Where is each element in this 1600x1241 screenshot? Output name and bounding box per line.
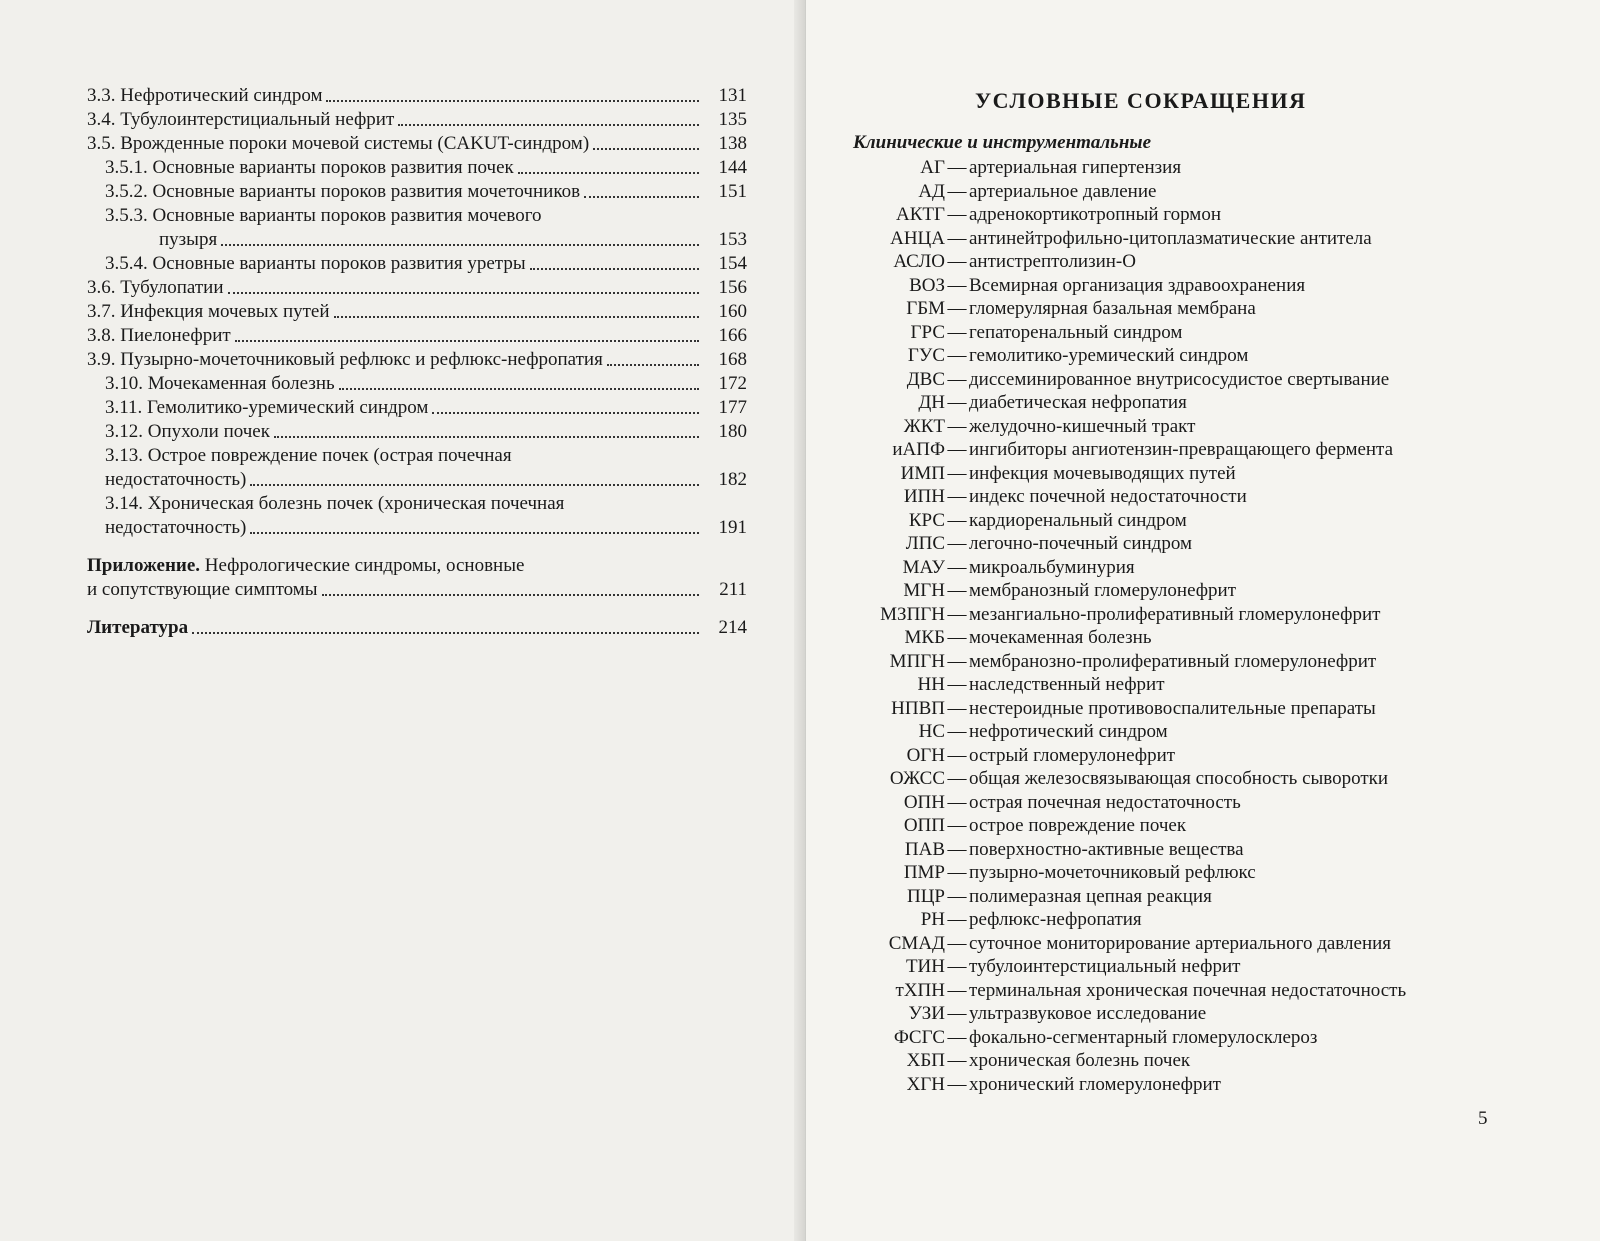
abbreviation-meaning: острая почечная недостаточность: [969, 791, 1241, 813]
abbreviation-key: ФСГС: [893, 1026, 945, 1048]
abbreviation-meaning: терминальная хроническая почечная недостаточность: [969, 979, 1407, 1001]
abbreviation-row: [853, 979, 1553, 1003]
abbreviation-key: ИПН: [903, 486, 945, 507]
abbreviation-meaning: микроальбуминурия: [969, 556, 1135, 578]
abbreviation-key: МКБ: [904, 627, 945, 648]
abbreviation-meaning: поверхностно-активные вещества: [969, 838, 1244, 860]
abbreviation-dash: —: [947, 909, 967, 930]
abbreviation-key: РН: [920, 909, 945, 930]
abbreviation-row: [853, 180, 1553, 204]
abbreviation-dash: —: [947, 768, 967, 789]
abbreviation-meaning: пузырно-мочеточниковый рефлюкс: [969, 862, 1256, 883]
toc-entry-title: недостаточность): [105, 469, 247, 490]
abbreviation-key: ДВС: [906, 368, 945, 390]
abbreviation-meaning: полимеразная цепная реакция: [969, 885, 1212, 907]
abbreviation-row: [853, 603, 1553, 627]
abbreviation-key: ОЖСС: [889, 768, 945, 789]
abbreviation-key: ЛПС: [905, 533, 945, 554]
toc-literature: [87, 616, 747, 640]
abbreviation-meaning: ультразвуковое исследование: [969, 1003, 1207, 1024]
toc-entry: [87, 228, 747, 252]
toc-leader-dots: [250, 483, 699, 486]
abbreviation-dash: —: [947, 650, 967, 672]
abbreviation-dash: —: [947, 1003, 967, 1024]
abbreviation-key: УЗИ: [908, 1003, 945, 1024]
toc-leader-dots: [221, 243, 699, 246]
toc-entry: [87, 468, 747, 492]
abbreviation-meaning: острое повреждение почек: [969, 815, 1187, 836]
abbreviation-dash: —: [947, 415, 967, 437]
abbreviation-dash: —: [947, 885, 967, 907]
toc-entry-page: 131: [718, 85, 747, 106]
toc-entry: [87, 396, 747, 420]
toc-entry-title: 3.5.3. Основные варианты пороков развития мочевого: [105, 205, 542, 226]
abbreviation-row: [853, 1002, 1553, 1026]
abbreviation-row: [853, 885, 1553, 909]
abbreviation-dash: —: [947, 838, 967, 860]
abbreviation-row: [853, 720, 1553, 744]
toc-entry-title: 3.11. Гемолитико-уремический синдром: [105, 397, 429, 418]
toc-leader-dots: [326, 99, 699, 102]
abbreviation-meaning: индекс почечной недостаточности: [969, 486, 1247, 507]
abbreviation-meaning: гемолитико-уремический синдром: [969, 345, 1249, 366]
abbreviation-dash: —: [947, 462, 967, 484]
toc-entry-title: 3.5.2. Основные варианты пороков развития мочеточников: [105, 181, 581, 202]
toc-entry-title: недостаточность): [105, 517, 247, 538]
abbreviation-row: [853, 1026, 1553, 1050]
toc-entry: [87, 156, 747, 180]
abbreviation-row: [853, 838, 1553, 862]
abbreviation-key: МЗПГН: [880, 603, 945, 625]
abbreviation-key: СМАД: [888, 932, 945, 954]
toc-entry-page: 177: [718, 397, 747, 418]
abbreviation-key: ЖКТ: [903, 415, 945, 437]
abbreviation-meaning: антинейтрофильно-цитоплазматические антитела: [969, 227, 1372, 249]
abbreviation-key: АГ: [920, 157, 945, 178]
abbreviation-row: [853, 1073, 1553, 1097]
abbreviation-meaning: артериальное давление: [969, 180, 1157, 202]
toc-entry: [87, 324, 747, 348]
toc-entry-page: 135: [718, 109, 747, 130]
abbreviation-row: [853, 744, 1553, 768]
toc-entry-title: 3.7. Инфекция мочевых путей: [87, 301, 330, 322]
abbreviations-list: [853, 156, 1553, 1096]
abbreviation-dash: —: [947, 1050, 967, 1071]
abbreviation-meaning: Всемирная организация здравоохранения: [969, 274, 1306, 296]
abbreviation-key: ОПП: [903, 815, 945, 836]
abbreviation-dash: —: [947, 345, 967, 366]
abbreviation-row: [853, 368, 1553, 392]
abbreviation-dash: —: [947, 227, 967, 249]
abbreviation-meaning: легочно-почечный синдром: [969, 533, 1192, 554]
toc-entry: [87, 84, 747, 108]
abbreviation-row: [853, 344, 1553, 368]
abbreviation-row: [853, 274, 1553, 298]
toc-entry: [87, 372, 747, 396]
abbreviation-row: [853, 438, 1553, 462]
abbreviation-dash: —: [947, 392, 967, 413]
toc-entry-title: 3.13. Острое повреждение почек (острая почечная: [105, 445, 512, 466]
abbreviation-key: ХГН: [906, 1073, 945, 1095]
abbreviation-dash: —: [947, 180, 967, 202]
abbreviation-meaning: нефротический синдром: [969, 721, 1168, 742]
abbreviation-row: [853, 227, 1553, 251]
toc-entry: [87, 132, 747, 156]
abbreviation-row: [853, 908, 1553, 932]
abbreviation-meaning: мезангиально-пролиферативный гломерулонефрит: [969, 603, 1381, 625]
toc-entry-page: 156: [718, 277, 747, 298]
abbreviation-dash: —: [947, 932, 967, 954]
abbreviation-meaning: хронический гломерулонефрит: [969, 1073, 1221, 1095]
abbreviation-meaning: гломерулярная базальная мембрана: [969, 298, 1256, 319]
toc-entry-page: 180: [718, 421, 747, 442]
abbreviations-title: УСЛОВНЫЕ СОКРАЩЕНИЯ: [975, 88, 1307, 113]
toc-leader-dots: [235, 339, 699, 342]
toc-entry: [87, 516, 747, 540]
abbreviation-row: [853, 485, 1553, 509]
toc-entry-title: 3.5.4. Основные варианты пороков развития уретры: [105, 253, 526, 274]
abbreviation-dash: —: [947, 157, 967, 178]
toc-leader-dots: [593, 147, 699, 150]
abbreviation-meaning: антистрептолизин-О: [969, 251, 1136, 272]
abbreviation-row: [853, 250, 1553, 274]
literature-title: Литература: [87, 617, 189, 638]
abbreviation-meaning: мембранозный гломерулонефрит: [969, 580, 1237, 601]
toc-entry-page: 154: [718, 253, 747, 274]
abbreviation-row: [853, 955, 1553, 979]
toc-entry-page: 138: [718, 133, 747, 154]
abbreviation-dash: —: [947, 486, 967, 507]
abbreviation-meaning: фокально-сегментарный гломерулосклероз: [969, 1026, 1318, 1048]
abbreviation-key: ВОЗ: [909, 274, 945, 296]
abbreviation-key: иАПФ: [892, 439, 945, 460]
abbreviation-row: [853, 415, 1553, 439]
abbreviation-dash: —: [947, 956, 967, 977]
abbreviation-key: КРС: [908, 509, 945, 531]
abbreviation-meaning: общая железосвязывающая способность сыворотки: [969, 768, 1389, 789]
toc-leader-dots: [192, 631, 699, 634]
abbreviation-row: [853, 509, 1553, 533]
abbreviation-key: МАУ: [902, 556, 945, 578]
abbreviation-row: [853, 861, 1553, 885]
abbreviation-row: [853, 579, 1553, 603]
toc-leader-dots: [432, 411, 699, 414]
abbreviation-meaning: кардиоренальный синдром: [969, 509, 1187, 531]
abbreviation-key: ХБП: [906, 1050, 945, 1071]
abbreviation-dash: —: [947, 298, 967, 319]
abbreviation-row: [853, 791, 1553, 815]
toc-entry-page: 151: [718, 181, 747, 202]
toc-entry: [87, 420, 747, 444]
toc-entry-page: 144: [718, 157, 747, 178]
toc-leader-dots: [584, 195, 699, 198]
toc-leader-dots: [518, 171, 699, 174]
toc-leader-dots: [274, 435, 699, 438]
toc-entry-title: 3.3. Нефротический синдром: [87, 85, 323, 106]
abbreviation-meaning: желудочно-кишечный тракт: [969, 415, 1196, 437]
toc-entry-page: 166: [718, 325, 747, 346]
toc-entry-page: 160: [718, 301, 747, 322]
abbreviation-meaning: наследственный нефрит: [969, 674, 1165, 695]
toc-entry: [87, 300, 747, 324]
abbreviation-dash: —: [947, 556, 967, 578]
toc-entry: [87, 444, 747, 468]
abbreviation-key: ТИН: [905, 956, 945, 977]
abbreviation-key: АКТГ: [896, 204, 945, 225]
abbreviation-row: [853, 462, 1553, 486]
abbreviation-meaning: мембранозно-пролиферативный гломерулонефрит: [969, 650, 1377, 672]
abbreviation-key: АСЛО: [893, 251, 945, 272]
toc-leader-dots: [228, 291, 700, 294]
abbreviation-row: [853, 556, 1553, 580]
abbreviation-row: [853, 203, 1553, 227]
abbreviations-subtitle: Клинические и инструментальные: [853, 132, 1152, 153]
toc-entry-title: 3.6. Тубулопатии: [87, 277, 224, 298]
abbreviation-row: [853, 767, 1553, 791]
abbreviation-key: ОГН: [906, 744, 945, 766]
abbreviation-key: НН: [917, 674, 945, 695]
abbreviation-key: ГРС: [910, 321, 945, 343]
abbreviation-dash: —: [947, 1026, 967, 1048]
abbreviation-meaning: острый гломерулонефрит: [969, 744, 1176, 766]
abbreviation-key: АНЦА: [890, 227, 945, 249]
abbreviation-dash: —: [947, 509, 967, 531]
abbreviation-key: ДН: [918, 392, 945, 413]
appendix-title: Нефрологические синдромы, основные: [200, 555, 525, 576]
literature-page: 214: [718, 617, 747, 638]
toc-entry: [87, 108, 747, 132]
abbreviation-meaning: рефлюкс-нефропатия: [969, 909, 1142, 930]
toc-leader-dots: [339, 387, 699, 390]
toc-leader-dots: [607, 363, 699, 366]
toc-entry-page: 172: [718, 373, 747, 394]
abbreviation-key: ПАВ: [904, 838, 945, 860]
abbreviation-meaning: гепаторенальный синдром: [969, 321, 1183, 343]
appendix-title-cont: и сопутствующие симптомы: [87, 579, 318, 600]
abbreviation-key: АД: [918, 180, 945, 202]
toc-entry: [87, 204, 747, 228]
abbreviation-dash: —: [947, 979, 967, 1001]
appendix-page: 211: [719, 579, 747, 600]
toc-entry-page: 168: [718, 349, 747, 370]
toc-leader-dots: [530, 267, 699, 270]
abbreviation-meaning: нестероидные противовоспалительные препараты: [969, 697, 1376, 719]
toc-leader-dots: [250, 531, 699, 534]
toc-entry-page: 153: [718, 229, 747, 250]
abbreviation-dash: —: [947, 368, 967, 390]
toc-entry-page: 191: [718, 517, 747, 538]
abbreviation-key: ПЦР: [906, 885, 945, 907]
abbreviation-row: [853, 532, 1553, 556]
abbreviation-dash: —: [947, 580, 967, 601]
abbreviation-dash: —: [947, 697, 967, 719]
abbreviation-dash: —: [947, 744, 967, 766]
abbreviation-dash: —: [947, 321, 967, 343]
abbreviation-meaning: инфекция мочевыводящих путей: [969, 462, 1236, 484]
toc-leader-dots: [398, 123, 699, 126]
abbreviation-dash: —: [947, 251, 967, 272]
abbreviation-key: МПГН: [889, 650, 945, 672]
toc-entry: [87, 252, 747, 276]
toc-entry-title: пузыря: [159, 229, 218, 250]
abbreviation-dash: —: [947, 533, 967, 554]
abbreviation-row: [853, 156, 1553, 180]
toc-entry-page: 182: [718, 469, 747, 490]
abbreviation-key: НПВП: [891, 697, 945, 719]
abbreviation-key: ГБМ: [906, 298, 945, 319]
abbreviation-key: МГН: [903, 580, 945, 601]
toc-entry-title: 3.5.1. Основные варианты пороков развития почек: [105, 157, 514, 178]
abbreviation-dash: —: [947, 862, 967, 883]
abbreviation-dash: —: [947, 204, 967, 225]
abbreviation-key: ОПН: [903, 791, 945, 813]
abbreviation-meaning: артериальная гипертензия: [969, 157, 1182, 178]
toc-entry-title: 3.9. Пузырно-мочеточниковый рефлюкс и рефлюкс-нефропатия: [87, 349, 603, 370]
abbreviation-meaning: хроническая болезнь почек: [969, 1050, 1191, 1071]
abbreviation-dash: —: [947, 627, 967, 648]
table-of-contents: [87, 84, 747, 640]
abbreviation-key: ПМР: [903, 862, 945, 883]
toc-leader-dots: [334, 315, 699, 318]
toc-entry: [87, 180, 747, 204]
abbreviation-dash: —: [947, 674, 967, 695]
abbreviation-meaning: диабетическая нефропатия: [969, 392, 1187, 413]
toc-entry-title: 3.10. Мочекаменная болезнь: [105, 373, 335, 394]
toc-entry-title: 3.5. Врожденные пороки мочевой системы (CAKUT-синдром): [87, 133, 590, 154]
toc-leader-dots: [322, 593, 699, 596]
toc-entry-title: 3.4. Тубулоинтерстициальный нефрит: [87, 109, 395, 130]
toc-entry: [87, 276, 747, 300]
abbreviation-dash: —: [947, 603, 967, 625]
page-number: 5: [1478, 1108, 1488, 1129]
abbreviation-row: [853, 297, 1553, 321]
abbreviation-dash: —: [947, 815, 967, 836]
abbreviation-key: НС: [918, 721, 945, 742]
abbreviation-key: ИМП: [900, 462, 945, 484]
abbreviation-meaning: диссеминированное внутрисосудистое свертывание: [969, 368, 1390, 390]
abbreviation-meaning: адренокортикотропный гормон: [969, 204, 1221, 225]
abbreviation-dash: —: [947, 1073, 967, 1095]
abbreviation-meaning: ингибиторы ангиотензин-превращающего фермента: [969, 439, 1394, 460]
toc-appendix-cont: [87, 578, 747, 602]
appendix-label: Приложение.: [87, 555, 201, 576]
abbreviation-row: [853, 321, 1553, 345]
abbreviation-row: [853, 697, 1553, 721]
abbreviation-row: [853, 932, 1553, 956]
abbreviation-row: [853, 626, 1553, 650]
toc-entry: [87, 492, 747, 516]
abbreviation-dash: —: [947, 274, 967, 296]
abbreviation-key: тХПН: [895, 979, 945, 1001]
abbreviation-key: ГУС: [907, 345, 945, 366]
abbreviation-row: [853, 673, 1553, 697]
abbreviation-meaning: тубулоинтерстициальный нефрит: [969, 956, 1241, 977]
toc-entry: [87, 348, 747, 372]
abbreviation-dash: —: [947, 791, 967, 813]
toc-entry-title: 3.8. Пиелонефрит: [87, 325, 231, 346]
abbreviation-dash: —: [947, 721, 967, 742]
abbreviation-row: [853, 814, 1553, 838]
abbreviation-row: [853, 1049, 1553, 1073]
toc-entry-title: 3.14. Хроническая болезнь почек (хроническая почечная: [105, 493, 565, 514]
abbreviation-row: [853, 391, 1553, 415]
toc-entry-title: 3.12. Опухоли почек: [105, 421, 270, 442]
abbreviation-row: [853, 650, 1553, 674]
abbreviation-meaning: суточное мониторирование артериального давления: [969, 932, 1392, 954]
toc-appendix: [87, 554, 747, 578]
abbreviation-dash: —: [947, 439, 967, 460]
abbreviation-meaning: мочекаменная болезнь: [969, 627, 1152, 648]
